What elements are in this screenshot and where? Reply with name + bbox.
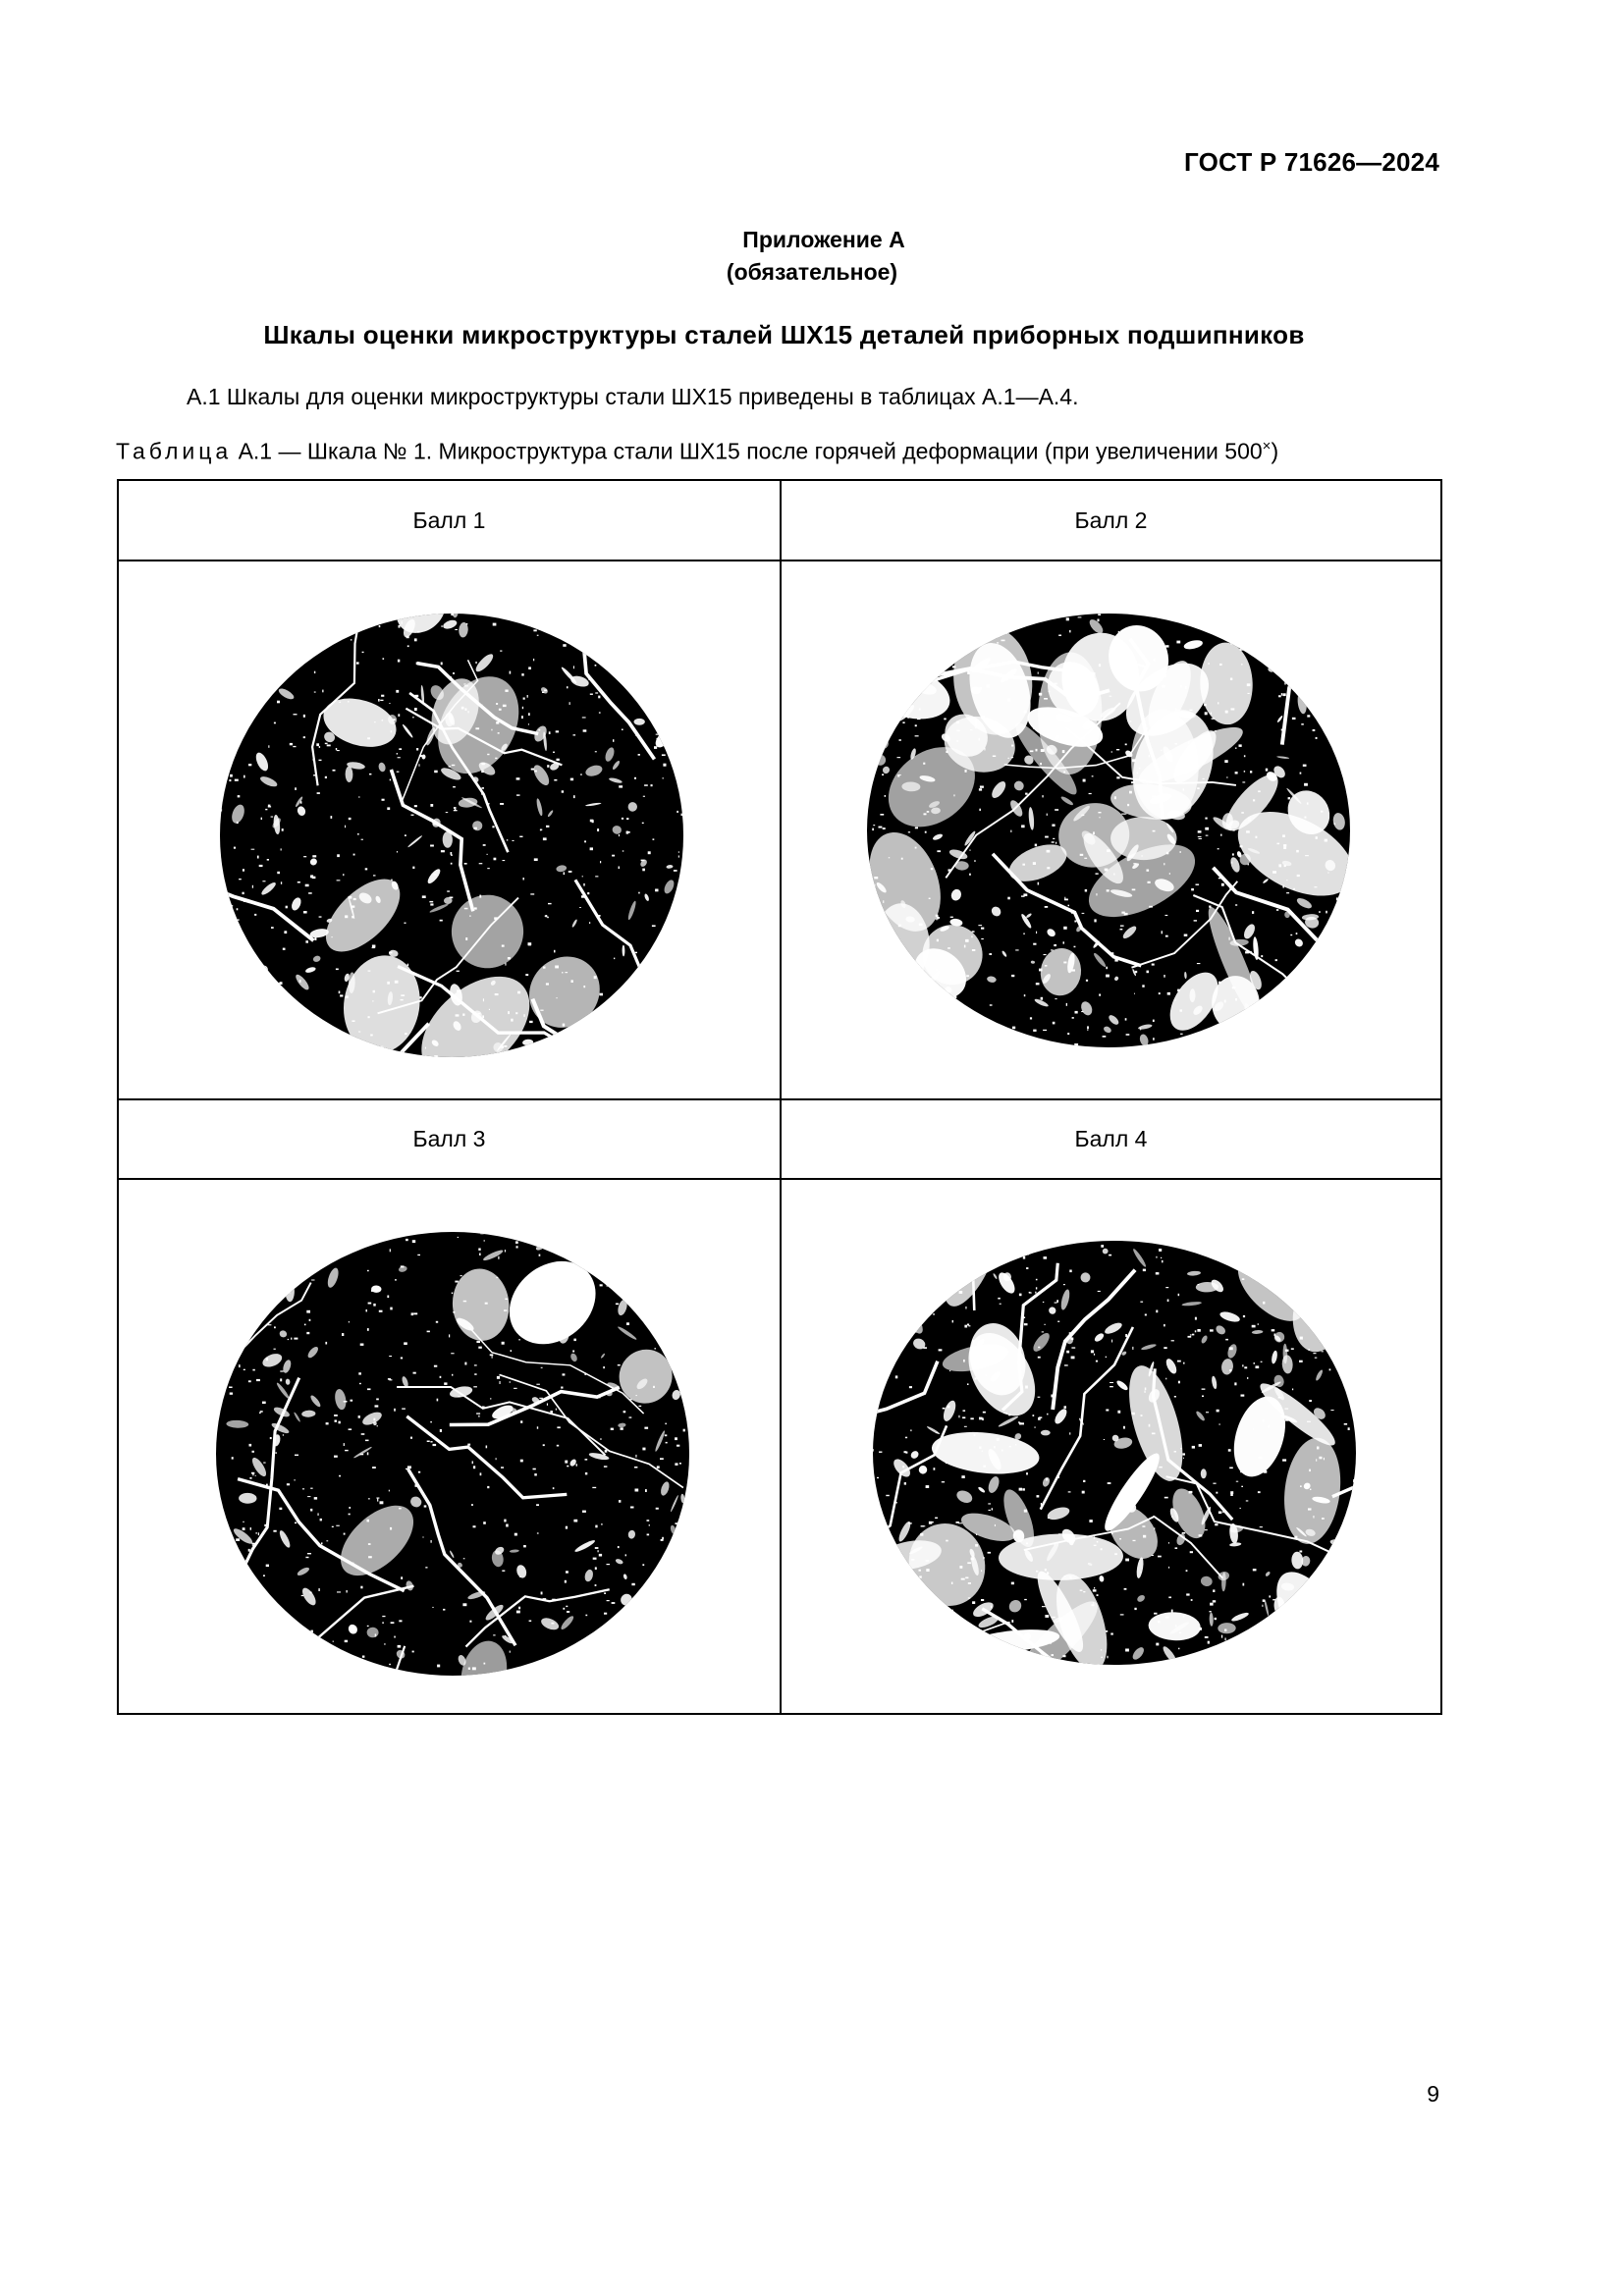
score-1-label: Балл 1 xyxy=(412,507,486,533)
microstructure-scale-table xyxy=(117,479,1442,1715)
micrograph-score-4 xyxy=(869,1237,1360,1669)
table-column-divider xyxy=(780,481,782,1713)
appendix-status: (обязательное) xyxy=(726,259,898,285)
page-number: 9 xyxy=(1427,2081,1439,2107)
table-row-divider xyxy=(119,560,1440,561)
intro-paragraph: А.1 Шкалы для оценки микроструктуры стали ШХ15 приведены в таблицах А.1—А.4. xyxy=(187,384,1079,409)
micrograph-score-2 xyxy=(863,610,1354,1051)
micrograph-score-1 xyxy=(216,610,687,1061)
micrograph-score-3 xyxy=(212,1228,693,1680)
table-caption-close: ) xyxy=(1271,438,1279,464)
table-caption xyxy=(116,438,1278,465)
table-row-divider xyxy=(119,1178,1440,1180)
appendix-title: Приложение А xyxy=(742,227,905,252)
table-caption-text: А.1 — Шкала № 1. Микроструктура стали ШХ15 после горячей деформации (при увеличении 500 xyxy=(232,438,1263,464)
section-title: Шкалы оценки микроструктуры сталей ШХ15 деталей приборных подшипников xyxy=(263,320,1305,349)
table-caption-label: Таблица xyxy=(116,438,233,464)
appendix-heading xyxy=(0,224,1624,289)
score-3-label: Балл 3 xyxy=(412,1126,486,1151)
magnification-sign: × xyxy=(1262,438,1272,454)
score-4-label: Балл 4 xyxy=(1074,1126,1148,1151)
document-code: ГОСТ Р 71626—2024 xyxy=(1184,147,1439,177)
score-2-label: Балл 2 xyxy=(1074,507,1148,533)
